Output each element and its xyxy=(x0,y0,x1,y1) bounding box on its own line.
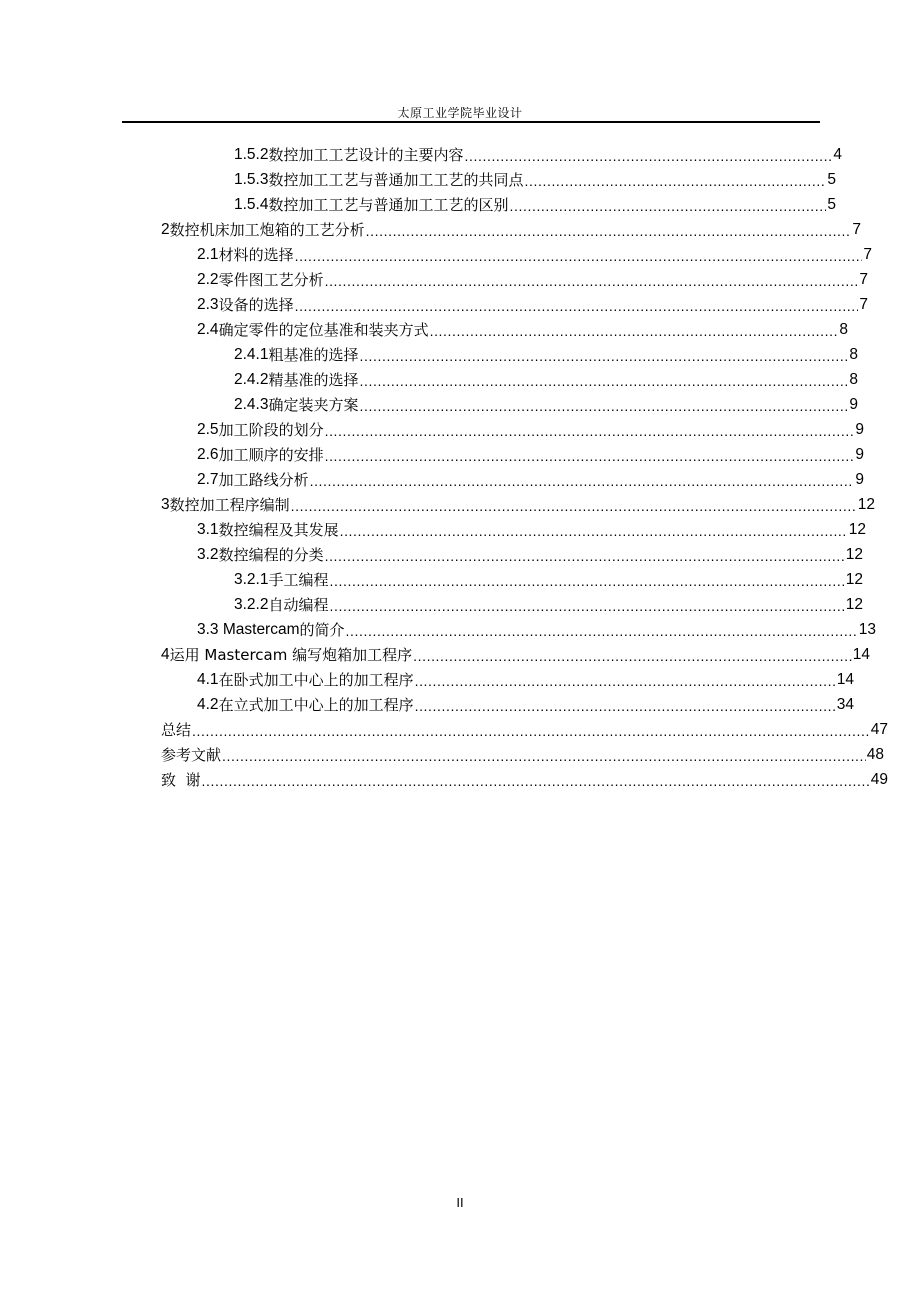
toc-entry-1-5-3[interactable] xyxy=(234,166,836,190)
toc-entry-title: 确定零件的定位基准和装夹方式 xyxy=(218,321,429,339)
toc-entry-3-2-2[interactable] xyxy=(234,591,863,615)
toc-entry-page: 8 xyxy=(849,346,858,363)
toc-leader-dots xyxy=(430,320,839,340)
toc-leader-dots xyxy=(192,720,870,740)
toc-entry-title: 数控加工工艺与普通加工工艺的区别 xyxy=(268,196,509,214)
toc-entry-title: 数控编程及其发展 xyxy=(218,521,339,539)
toc-entry-number: 3.2.2 xyxy=(234,596,269,613)
toc-entry-4-1[interactable] xyxy=(197,666,854,690)
toc-leader-dots xyxy=(330,595,845,615)
toc-entry-2-4[interactable] xyxy=(197,316,848,340)
toc-entry-title: 设备的选择 xyxy=(218,296,294,314)
toc-entry-page: 14 xyxy=(836,671,854,688)
toc-entry-page: 47 xyxy=(870,721,888,738)
toc-entry-2[interactable] xyxy=(161,216,861,240)
toc-entry-3-2-1[interactable] xyxy=(234,566,863,590)
toc-entry-number: 2.2 xyxy=(197,271,219,288)
toc-entry-number: 2.1 xyxy=(197,246,219,263)
toc-entry-2-7[interactable] xyxy=(197,466,864,490)
toc-entry-page: 12 xyxy=(848,521,866,538)
toc-entry-number: 3 xyxy=(161,496,170,513)
toc-entry-title: 数控机床加工炮箱的工艺分析 xyxy=(169,221,365,239)
toc-entry-number: 1.5.2 xyxy=(234,146,269,163)
toc-entry-title: 加工路线分析 xyxy=(218,471,309,489)
toc-entry-title: 粗基准的选择 xyxy=(268,346,359,364)
toc-entry-title: 材料的选择 xyxy=(218,246,294,264)
toc-entry-summary[interactable] xyxy=(161,716,888,740)
toc-entry-title: 在立式加工中心上的加工程序 xyxy=(218,696,414,714)
toc-entry-page: 9 xyxy=(855,421,864,438)
toc-entry-page: 48 xyxy=(866,746,884,763)
toc-entry-number: 2.6 xyxy=(197,446,219,463)
toc-entry-3-3[interactable] xyxy=(197,616,876,640)
toc-entry-page: 9 xyxy=(855,471,864,488)
toc-entry-number: 2.4.3 xyxy=(234,396,269,413)
toc-entry-title: 零件图工艺分析 xyxy=(218,271,324,289)
toc-leader-dots xyxy=(360,370,849,390)
toc-leader-dots xyxy=(325,545,845,565)
toc-entry-number: 4 xyxy=(161,646,170,663)
page-number: II xyxy=(456,1195,464,1210)
toc-leader-dots xyxy=(415,695,836,715)
toc-entry-number: 2.4 xyxy=(197,321,219,338)
toc-leader-dots xyxy=(325,420,855,440)
toc-leader-dots xyxy=(465,145,833,165)
toc-entry-1-5-2[interactable] xyxy=(234,141,842,165)
toc-entry-title: 自动编程 xyxy=(268,596,329,614)
toc-entry-page: 49 xyxy=(870,771,888,788)
toc-entry-page: 8 xyxy=(849,371,858,388)
toc-leader-dots xyxy=(295,245,863,265)
toc-entry-number: 2.5 xyxy=(197,421,219,438)
toc-entry-title: 运用 Mastercam 编写炮箱加工程序 xyxy=(169,646,413,664)
toc-leader-dots xyxy=(360,395,849,415)
toc-entry-references[interactable] xyxy=(161,741,884,765)
toc-entry-page: 7 xyxy=(859,271,868,288)
toc-entry-page: 14 xyxy=(852,646,870,663)
toc-leader-dots xyxy=(325,445,855,465)
toc-leader-dots xyxy=(295,295,859,315)
toc-entry-page: 12 xyxy=(845,571,863,588)
toc-entry-title: 加工阶段的划分 xyxy=(218,421,324,439)
toc-entry-title: 数控编程的分类 xyxy=(218,546,324,564)
toc-entry-title: 精基准的选择 xyxy=(268,371,359,389)
toc-leader-dots xyxy=(325,270,859,290)
toc-entry-page: 12 xyxy=(845,596,863,613)
toc-leader-dots xyxy=(202,770,870,790)
toc-entry-page: 4 xyxy=(833,146,842,163)
toc-entry-acknowledgements[interactable] xyxy=(161,766,888,790)
toc-entry-3-2[interactable] xyxy=(197,541,863,565)
toc-entry-title: 数控加工工艺与普通加工工艺的共同点 xyxy=(268,171,524,189)
toc-entry-number: 2.7 xyxy=(197,471,219,488)
toc-entry-page: 5 xyxy=(827,171,836,188)
toc-entry-page: 34 xyxy=(836,696,854,713)
toc-leader-dots xyxy=(340,520,848,540)
toc-entry-page: 7 xyxy=(852,221,861,238)
toc-entry-2-2[interactable] xyxy=(197,266,868,290)
toc-entry-2-5[interactable] xyxy=(197,416,864,440)
toc-entry-2-6[interactable] xyxy=(197,441,864,465)
toc-leader-dots xyxy=(346,620,858,640)
toc-entry-2-4-3[interactable] xyxy=(234,391,858,415)
toc-entry-title: 确定装夹方案 xyxy=(268,396,359,414)
toc-entry-page: 12 xyxy=(857,496,875,513)
header-rule xyxy=(122,121,820,123)
toc-leader-dots xyxy=(415,670,836,690)
toc-entry-number: 1.5.4 xyxy=(234,196,269,213)
toc-entry-page: 9 xyxy=(855,446,864,463)
toc-entry-3[interactable] xyxy=(161,491,875,515)
toc-entry-number: 2 xyxy=(161,221,170,238)
toc-entry-title: 参考文献 xyxy=(161,746,222,764)
toc-entry-number: 2.4.1 xyxy=(234,346,269,363)
toc-leader-dots xyxy=(366,220,852,240)
toc-leader-dots xyxy=(360,345,849,365)
toc-entry-4-2[interactable] xyxy=(197,691,854,715)
toc-leader-dots xyxy=(510,195,827,215)
toc-entry-page: 8 xyxy=(839,321,848,338)
toc-entry-page: 9 xyxy=(849,396,858,413)
toc-entry-number: 3.1 xyxy=(197,521,219,538)
toc-entry-title: 的简介 xyxy=(299,621,345,639)
toc-entry-4[interactable] xyxy=(161,641,870,665)
toc-entry-title: 总结 xyxy=(161,721,192,739)
toc-entry-number: 4.1 xyxy=(197,671,219,688)
toc-entry-1-5-4[interactable] xyxy=(234,191,836,215)
toc-entry-page: 7 xyxy=(859,296,868,313)
toc-entry-number: 2.4.2 xyxy=(234,371,269,388)
toc-leader-dots xyxy=(330,570,845,590)
toc-leader-dots xyxy=(310,470,855,490)
toc-leader-dots xyxy=(525,170,827,190)
toc-entry-title: 数控加工工艺设计的主要内容 xyxy=(268,146,464,164)
toc-entry-number: 3.2.1 xyxy=(234,571,269,588)
toc-entry-2-4-1[interactable] xyxy=(234,341,858,365)
toc-entry-2-1[interactable] xyxy=(197,241,872,265)
toc-entry-page: 7 xyxy=(863,246,872,263)
toc-entry-title: 数控加工程序编制 xyxy=(169,496,290,514)
toc-leader-dots xyxy=(413,645,852,665)
toc-entry-number: 3.3 Mastercam xyxy=(197,621,300,638)
toc-entry-2-3[interactable] xyxy=(197,291,868,315)
toc-entry-title: 加工顺序的安排 xyxy=(218,446,324,464)
toc-entry-page: 5 xyxy=(827,196,836,213)
toc-entry-title: 手工编程 xyxy=(268,571,329,589)
toc-entry-2-4-2[interactable] xyxy=(234,366,858,390)
toc-leader-dots xyxy=(222,745,866,765)
toc-entry-number: 2.3 xyxy=(197,296,219,313)
toc-entry-number: 4.2 xyxy=(197,696,219,713)
toc-entry-page: 12 xyxy=(845,546,863,563)
running-header-title: 太原工业学院毕业设计 xyxy=(397,106,523,120)
toc-leader-dots xyxy=(291,495,857,515)
toc-entry-title: 致 谢 xyxy=(161,771,201,789)
toc-entry-number: 1.5.3 xyxy=(234,171,269,188)
toc-entry-number: 3.2 xyxy=(197,546,219,563)
toc-entry-page: 13 xyxy=(858,621,876,638)
toc-entry-title: 在卧式加工中心上的加工程序 xyxy=(218,671,414,689)
toc-entry-3-1[interactable] xyxy=(197,516,866,540)
